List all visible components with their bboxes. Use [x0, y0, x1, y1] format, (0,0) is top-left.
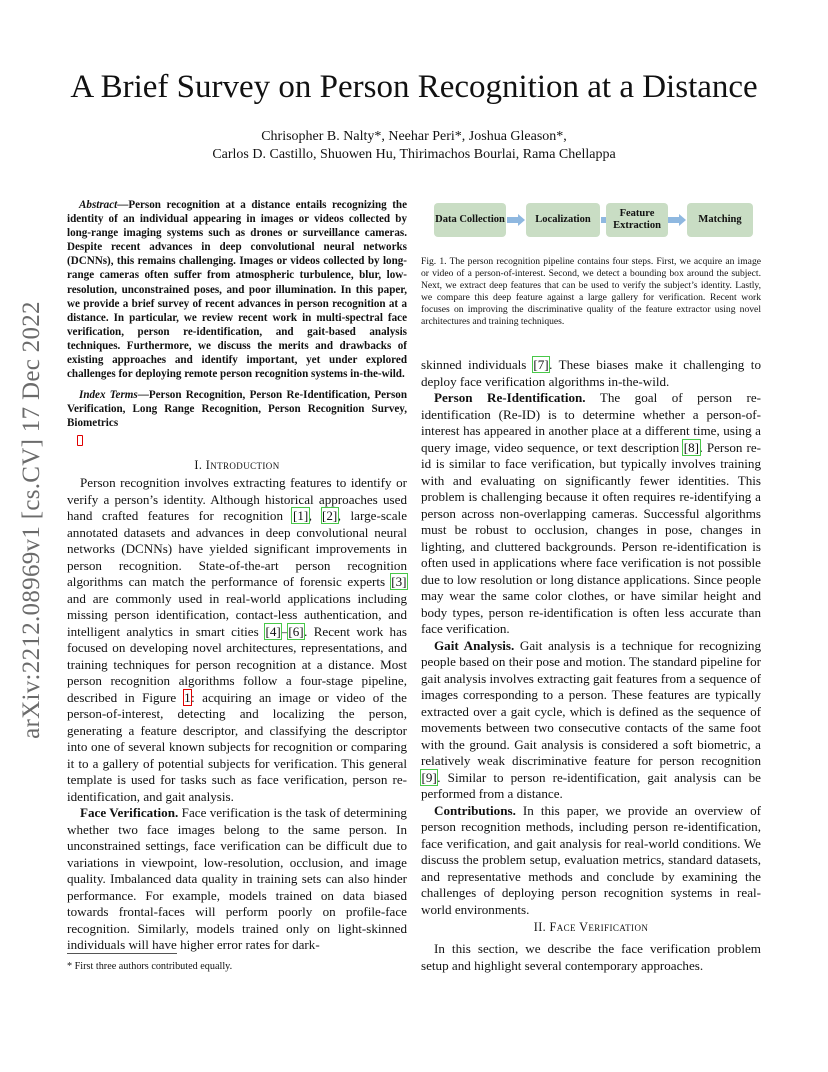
arxiv-side-label — [12, 280, 52, 760]
arxiv-identifier: arXiv:2212.08969v1 [cs.CV] 17 Dec 2022 — [18, 301, 45, 739]
pipeline-box-data-collection: Data Collection — [434, 203, 506, 237]
authors-line-2: Carlos D. Castillo, Shuowen Hu, Thirimachos Bourlai, Rama Chellappa — [212, 147, 616, 162]
citation-link[interactable]: [2] — [322, 508, 338, 523]
contributions-paragraph: Contributions. In this paper, we provide an overview of person recognition methods, including person re-identification, face verification, and gait analysis for real-world conditions. We discuss the problem setup, evaluation metrics, standard datasets, and representative methods and conclude by examining the challenges of deploying person recognition systems in real-world environments. — [421, 802, 761, 917]
reid-runin: Person Re-Identification. — [434, 390, 586, 405]
contributions-runin: Contributions. — [434, 802, 516, 818]
pipeline-box-localization: Localization — [526, 203, 600, 237]
abstract-text: —Person recognition at a distance entails recognizing the identity of an individual appearing in images or videos collected by long-range imaging systems such as drones or surveillance cameras. Despite recent advances in deep convolutional neural networks (DCNNs), this remains challenging. Images or videos collected by long-range cameras often suffer from atmospheric turbulence, blur, low-resolution, unconstrained poses, and poor illumination. In this paper, we provide a brief survey of recent advances in person recognition at a distance. In particular, we review recent work in multi-spectral face verification, person re-identification, and gait-based analysis techniques. Furthermore, we discuss the merits and drawbacks of existing approaches and identify important, yet under explored challenges for deploying remote person recognition systems in-the-wild. — [67, 199, 407, 381]
continued-paragraph: skinned individuals [7]. These biases make it challenging to deploy face verification algorithms in-the-wild. — [421, 357, 761, 389]
face-verification-intro-text: In this section, we describe the face verification problem setup and highlight several contemporary approaches. — [421, 941, 761, 973]
authors-line-1: Chrisopher B. Nalty*, Neehar Peri*, Joshua Gleason*, — [261, 129, 567, 144]
face-verification-paragraph: Face Verification. Face verification is the task of determining whether two face images belong to the same person. In unconstrained settings, face verification can be difficult due to variations in viewpoint, low-resolution, occlusion, and image quality. Imbalanced data quality in training sets can also hinder performance. For example, models trained on data biased towards frontal-faces will perform poorly on profile-face recognition. Similarly, models trained only on light-skinned individuals will have higher error rates for dark- — [67, 805, 407, 952]
index-terms-text: —Person Recognition, Person Re-Identification, Person Verification, Long Range Recognition, Person Recognition Survey, Biometrics — [67, 389, 407, 430]
index-terms — [67, 388, 407, 430]
citation-link[interactable]: [4] — [265, 623, 281, 639]
annotation-marker — [77, 435, 83, 446]
face-verification-intro — [421, 941, 761, 974]
index-terms-label: Index Terms — [79, 389, 138, 401]
citation-link[interactable]: [3] — [391, 574, 407, 589]
right-column-body — [421, 357, 761, 918]
abstract — [67, 198, 407, 381]
abstract-label: Abstract — [79, 199, 118, 211]
citation-link[interactable]: [1] — [292, 508, 309, 523]
citation-link[interactable]: [7] — [533, 357, 549, 372]
paper-title: A Brief Survey on Person Recognition at a Distance — [70, 69, 758, 105]
arrow-right-icon — [507, 214, 525, 226]
introduction-body — [67, 475, 407, 954]
citation-link[interactable]: [9] — [421, 769, 437, 785]
face-verification-runin: Face Verification. — [80, 805, 179, 820]
reid-paragraph: Person Re-Identification. The goal of person re-identification (Re-ID) is to determine whether a person-of-interest has appeared in another place at a different time, using a query image, video sequence, or text description [8]. Person re-id is similar to face verification, but typically involves training with and evaluating on significantly fewer identities. This problem is challenging because it often requires re-identifying a person across non-overlapping cameras. Successful algorithms must be robust to occlusion, changes in pose, changes in lighting, and cluttered backgrounds. Person re-identification is often used in applications where face verification is not possible due to low resolution or long distance applications. Since people may wear the same color clothes, or have similar height and body types, person re-identification is often less accurate than face verification. — [421, 390, 762, 636]
pipeline-figure — [432, 198, 754, 248]
citation-link[interactable]: [8] — [683, 439, 700, 455]
pipeline-box-matching: Matching — [687, 203, 753, 237]
section-heading-introduction: I. Introduction — [194, 458, 280, 472]
footnote-rule — [67, 953, 177, 954]
footnote: * First three authors contributed equally. — [67, 961, 233, 972]
gait-runin: Gait Analysis. — [434, 637, 515, 653]
section-heading-face-verification: II. Face Verification — [533, 920, 649, 934]
intro-paragraph: Person recognition involves extracting features to identify or verify a person’s identity. Although historical approaches used hand crafted features for recognition [1], [2], large-scale annotated datasets and advances in deep convolutional neural networks (DCNNs) have yielded significant improvements in person recognition. State-of-the-art person recognition algorithms can match the performance of forensic experts [3] and are commonly used in real-world applications including missing person identification, contact-less authentication, and intelligent analytics in smart cities [4]–[6]. Recent work has focused on developing novel architectures, representations, and training techniques for person recognition at a distance. Most person recognition algorithms follow a four-stage pipeline, described in Figure 1: acquiring an image or video of the person-of-interest, detecting and localizing the person, generating a feature descriptor, and classifying the descriptor into one of several known subjects for recognition or comparing it to a gallery of potential subjects for verification. This general template is used for tasks such as face verification, person re-identification, and gait analysis. — [67, 475, 408, 804]
arrow-right-icon — [668, 214, 686, 226]
figure-link[interactable]: 1 — [184, 689, 191, 705]
pipeline-box-feature-extraction: Feature Extraction — [606, 203, 668, 237]
gait-paragraph: Gait Analysis. Gait analysis is a technique for recognizing people based on their pose and motion. The standard pipeline for gait analysis involves extracting gait features from a sequence of images corresponding to a person. These features are typically extracted over a gait cycle, which is defined as the sequence of movements between two consecutive contacts of the same foot with the ground. Gait analysis is considered a soft biometric, a relatively weak discriminative feature for person recognition [9]. Similar to person re-identification, gait analysis can be performed from a distance. — [421, 637, 761, 801]
citation-link[interactable]: [6] — [288, 623, 304, 639]
figure-caption: Fig. 1. The person recognition pipeline contains four steps. First, we acquire an image or video of a person-of-interest. Second, we detect a bounding box around the subject. Next, we extract deep features that can be used to verify the subject’s identity. Lastly, we compare this deep feature against a large gallery for verification. Recent work focuses on improving the discriminative quality of the feature extractor using novel architectures and training techniques. — [421, 256, 761, 327]
